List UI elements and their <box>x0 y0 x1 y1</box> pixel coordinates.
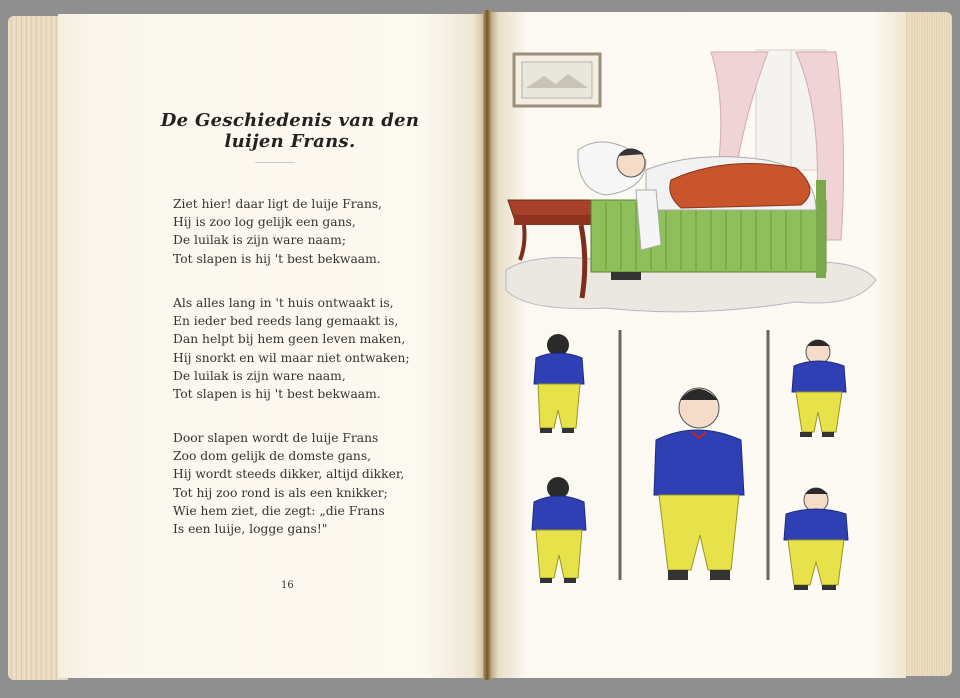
title-divider <box>255 162 295 163</box>
poem-title: De Geschiedenis van den luijen Frans. <box>160 110 420 152</box>
verse-line: Wie hem ziet, die zegt: „die Frans <box>173 503 385 518</box>
verse-line: De luilak is zijn ware naam; <box>173 233 346 248</box>
page-edges-right <box>900 12 952 676</box>
verse-line: Tot slapen is hij 't best bekwaam. <box>173 387 381 402</box>
boy-figure-front-top-right <box>792 340 846 437</box>
stanza-2 <box>173 294 410 403</box>
boy-figure-back-bottom-left <box>532 477 586 583</box>
verse-line: Als alles lang in 't huis ontwaakt is, <box>173 296 394 310</box>
verse-line: Hij snorkt en wil maar niet ontwaken; <box>173 350 410 365</box>
book-gutter <box>483 10 491 680</box>
verse-line: Tot hij zoo rond is als een knikker; <box>173 485 388 500</box>
verse-line: En ieder bed reeds lang gemaakt is, <box>173 314 399 329</box>
verse-line: Hij wordt steeds dikker, altijd dikker, <box>173 467 405 482</box>
verse-line: Is een luije, logge gans!" <box>173 522 328 537</box>
boy-figure-back-top-left <box>534 334 584 433</box>
stanza-1 <box>173 195 382 268</box>
boy-figure-front-bottom-right <box>784 488 848 590</box>
stanza-3 <box>173 429 404 538</box>
verse-line: Door slapen wordt de luije Frans <box>173 431 379 445</box>
verse-line: Tot slapen is hij 't best bekwaam. <box>173 251 381 266</box>
verse-line: Zoo dom gelijk de domste gans, <box>173 449 372 464</box>
illustration <box>496 40 886 610</box>
page-number: 16 <box>281 580 294 591</box>
boy-figure-front-center <box>654 388 744 580</box>
verse-line: De luilak is zijn ware naam, <box>173 368 346 383</box>
wall-picture <box>514 54 600 106</box>
verse-line: Dan helpt bij hem geen leven maken, <box>173 332 406 347</box>
verse-line: Hij is zoo log gelijk een gans, <box>173 215 356 230</box>
verse-line: Ziet hier! daar ligt de luije Frans, <box>173 197 383 211</box>
